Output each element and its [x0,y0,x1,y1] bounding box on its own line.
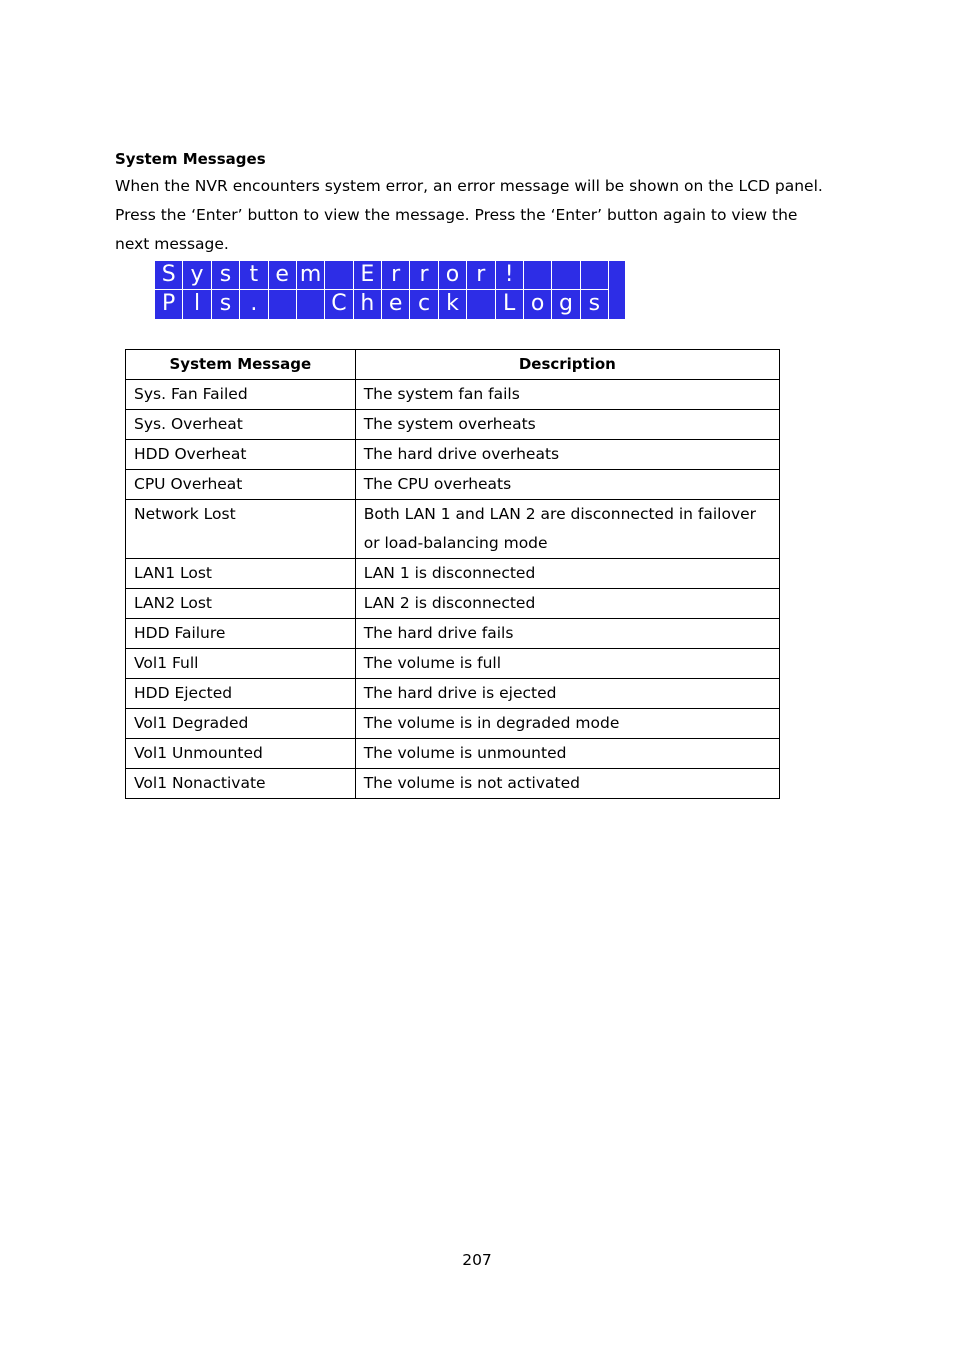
lcd-character-cell: t [240,261,268,290]
description-cell: The volume is full [355,649,779,679]
lcd-character-cell: s [212,290,240,319]
description-cell: LAN 1 is disconnected [355,559,779,589]
lcd-character-cell: o [524,290,552,319]
lcd-character-cell: y [183,261,211,290]
table-row [126,410,780,440]
table-row [126,619,780,649]
lcd-character-cell: P [155,290,183,319]
lcd-character-cell: C [325,290,353,319]
lcd-character-cell: ! [496,261,524,290]
column-header-description: Description [355,350,779,380]
column-header-system-message: System Message [126,350,356,380]
table-header-row [126,350,780,380]
table-row [126,679,780,709]
system-message-cell: Sys. Overheat [126,410,356,440]
system-message-cell: Vol1 Unmounted [126,739,356,769]
lcd-character-cell [552,261,580,290]
lcd-character-cell [269,290,297,319]
lcd-character-cell [581,261,609,290]
description-cell: The volume is not activated [355,769,779,799]
table-row [126,470,780,500]
table-row [126,380,780,410]
table-row [126,440,780,470]
intro-line: When the NVR encounters system error, an error message will be shown on the LCD panel. [115,177,823,195]
lcd-row [155,261,625,290]
system-message-cell: Sys. Fan Failed [126,380,356,410]
description-cell: Both LAN 1 and LAN 2 are disconnected in failover or load-balancing mode [355,500,779,559]
lcd-character-cell: s [212,261,240,290]
table-row [126,500,780,559]
intro-paragraph [115,172,850,259]
description-cell: The system fan fails [355,380,779,410]
intro-line: Press the ‘Enter’ button to view the message. Press the ‘Enter’ button again to view the [115,206,798,224]
system-message-cell: Network Lost [126,500,356,559]
table-row [126,649,780,679]
description-cell: The CPU overheats [355,470,779,500]
system-message-cell: LAN1 Lost [126,559,356,589]
table-body [126,380,780,799]
lcd-character-cell: l [183,290,211,319]
system-messages-table [125,349,780,799]
table-row [126,739,780,769]
description-cell: The hard drive fails [355,619,779,649]
lcd-character-cell: m [297,261,325,290]
lcd-character-cell: L [496,290,524,319]
lcd-character-cell [297,290,325,319]
section-title: System Messages [115,150,266,168]
system-message-cell: Vol1 Nonactivate [126,769,356,799]
lcd-character-cell [524,261,552,290]
description-cell: The volume is in degraded mode [355,709,779,739]
lcd-character-cell: r [410,261,438,290]
lcd-character-cell: e [382,290,410,319]
lcd-character-cell: r [382,261,410,290]
lcd-character-cell: e [269,261,297,290]
table-row [126,559,780,589]
lcd-row [155,290,625,319]
lcd-character-cell: S [155,261,183,290]
intro-line: next message. [115,235,229,253]
lcd-character-cell: r [467,261,495,290]
lcd-character-cell: o [439,261,467,290]
lcd-character-cell: s [581,290,609,319]
table-row [126,709,780,739]
lcd-character-cell: g [552,290,580,319]
lcd-character-cell [467,290,495,319]
lcd-character-cell: E [354,261,382,290]
system-message-cell: CPU Overheat [126,470,356,500]
lcd-character-cell: . [240,290,268,319]
lcd-panel-display [154,261,625,319]
system-message-cell: HDD Overheat [126,440,356,470]
table-row [126,589,780,619]
system-message-cell: LAN2 Lost [126,589,356,619]
system-message-cell: HDD Ejected [126,679,356,709]
lcd-character-cell: k [439,290,467,319]
description-cell: LAN 2 is disconnected [355,589,779,619]
description-cell: The system overheats [355,410,779,440]
system-message-cell: Vol1 Degraded [126,709,356,739]
page-number: 207 [462,1251,492,1269]
description-cell: The hard drive is ejected [355,679,779,709]
lcd-character-cell: h [354,290,382,319]
description-cell: The hard drive overheats [355,440,779,470]
system-message-cell: HDD Failure [126,619,356,649]
table-row [126,769,780,799]
lcd-character-cell [325,261,353,290]
lcd-character-cell: c [410,290,438,319]
description-cell: The volume is unmounted [355,739,779,769]
system-message-cell: Vol1 Full [126,649,356,679]
